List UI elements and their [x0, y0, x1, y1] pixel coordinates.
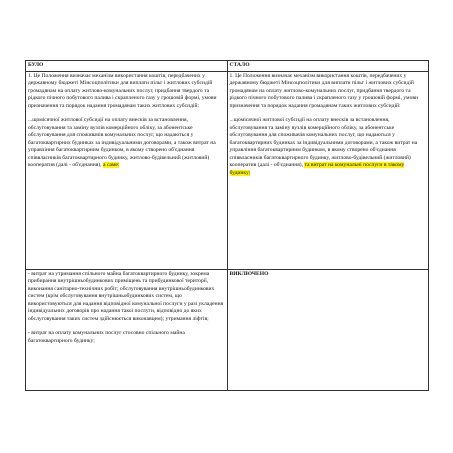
header-after: СТАЛО: [227, 61, 429, 72]
header-before: БУЛО: [26, 61, 228, 72]
paragraph: - витрат на утримання спільного майна багатоквартирного будинку, зокрема прибирання внутрішньобудинкових приміщень та прибудинкової території, виконання санітарно-технічних робіт; обслуговування внутрішньобудинкових систем (крім обслуговування внутрішньобудинкових систем, що використовуються для надання відповідної комунальної послуги у разі укладення індивідуальних договорів про надання такої послуги, відповідно до яких обслуговування таких систем здійснюється виконавцем); утримання ліфтів;: [28, 270, 224, 322]
table-header-row: [26, 61, 429, 72]
paragraph: 1. Це Положення визначає механізм використання коштів, передбачених у державному бюджеті Мінсоцполітики для виплати пільг і житлових субсидій громадянам на оплату житлово-комунальних послуг, придбання твердого та рідкого пічного побутового палива і скрапленого газу у грошовій формі, умови призначення та порядок надання громадянам таких житлових субсидій:: [229, 72, 419, 109]
cell-after-2: [227, 269, 429, 390]
paragraph-text: ...щомісячної житлової субсидії на оплату внесків за встановлення, обслуговування та заміну вузлів комерційного обліку, за абонентське обслуговування для споживачів комунальних послуг, що надаються у багатоквартирних будинках за індивідуальними договорами, а також витрат на управління багатоквартирним будинком, в якому створено об'єднання співвласників багатоквартирного будинку, житлово-будівельний (житловий) кооператив (далі - об'єднання),: [28, 117, 216, 168]
cell-before-2: [26, 269, 228, 390]
paragraph: [28, 117, 225, 170]
table-row: [26, 71, 429, 269]
excluded-label: ВИКЛЮЧЕНО: [229, 270, 269, 277]
paragraph: 1. Це Положення визначає механізм використання коштів, передбачених у державному бюджеті Мінсоцполітики для виплати пільг і житлових субсидій громадянам на оплату житлово-комунальних послуг, придбання твердого та рідкого пічного побутового палива і скрапленого газу у грошовій формі, умови призначення та порядок надання громадянам таких житлових субсидій:: [28, 72, 217, 109]
cell-after-1: [227, 71, 429, 269]
paragraph: - витрат на оплату комунальних послуг стосовно спільного майна багатоквартирного будинку;: [28, 330, 185, 344]
cell-before-1: [26, 71, 228, 269]
comparison-table-page: [25, 60, 429, 390]
table-row: [26, 269, 429, 390]
highlighted-text: та витрат на комунальні послуги в такому будинку;: [229, 162, 405, 176]
paragraph-text: ...щомісячної житлової субсидії на оплату внесків за встановлення, обслуговування та заміну вузлів комерційного обліку, за абонентське обслуговування для споживачів комунальних послуг, що надаються у багатоквартирних будинках за індивідуальними договорами, а також витрат на управління багатоквартирним будинком, в якому створено об'єднання співвласників багатоквартирного будинку, житлово-будівельний (житловий) кооператив (далі - об'єднання),: [229, 117, 418, 168]
highlighted-text: а саме:: [102, 162, 120, 168]
comparison-table: [25, 60, 429, 391]
paragraph: [230, 117, 427, 177]
